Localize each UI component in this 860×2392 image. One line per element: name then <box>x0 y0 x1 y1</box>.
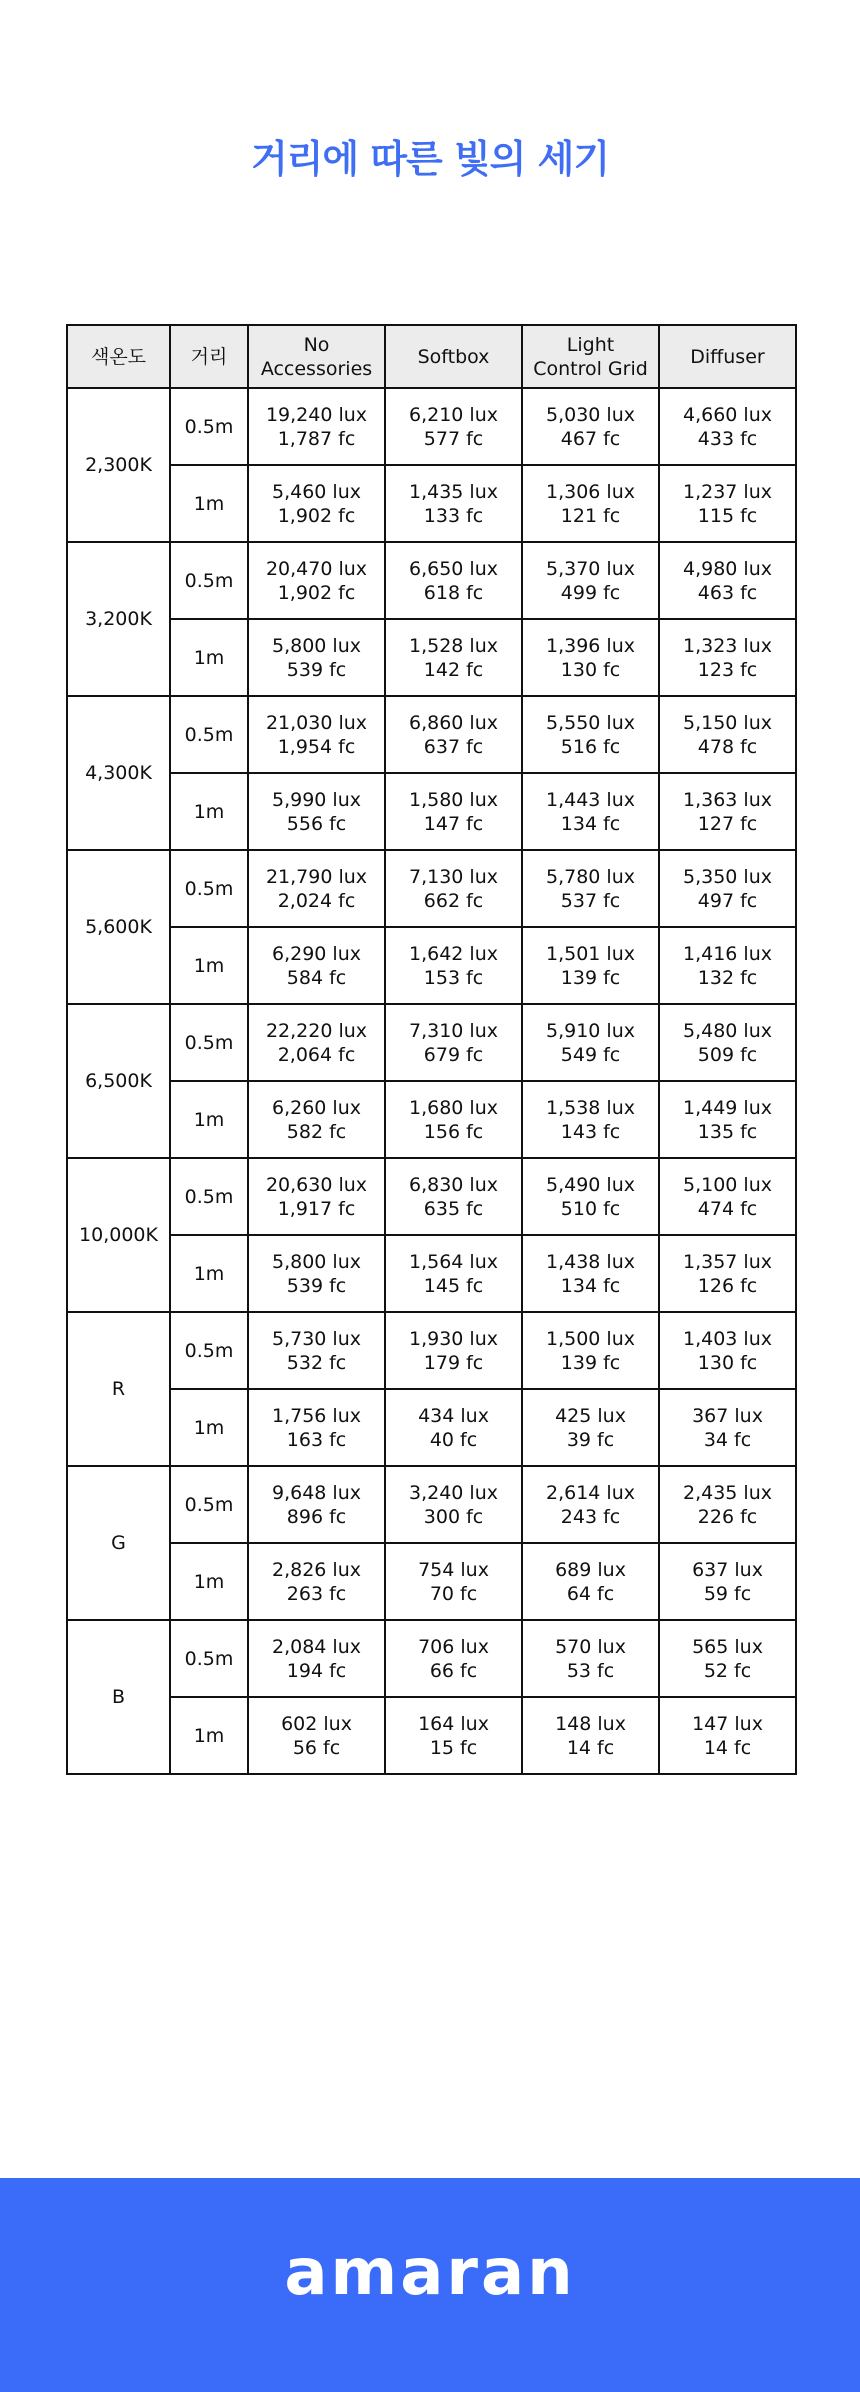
fc-value: 539 fc <box>286 1274 347 1297</box>
value-cell <box>522 1466 659 1543</box>
lux-value: 1,642 lux <box>409 942 498 965</box>
lux-value: 706 lux <box>418 1635 489 1658</box>
fc-value: 127 fc <box>697 812 758 835</box>
lux-value: 164 lux <box>418 1712 489 1735</box>
fc-value: 134 fc <box>560 1274 621 1297</box>
lux-value: 21,030 lux <box>265 711 368 734</box>
fc-value: 226 fc <box>697 1505 758 1528</box>
table-row <box>67 773 796 850</box>
value-cell <box>522 696 659 773</box>
lux-value: 2,826 lux <box>272 1558 361 1581</box>
value-cell <box>248 1312 385 1389</box>
lux-value: 425 lux <box>555 1404 626 1427</box>
value-cell <box>522 542 659 619</box>
value-cell <box>248 619 385 696</box>
distance-cell: 0.5m <box>170 1158 248 1235</box>
fc-value: 478 fc <box>697 735 758 758</box>
value-cell <box>385 1235 522 1312</box>
fc-value: 433 fc <box>697 427 758 450</box>
table-row <box>67 542 796 619</box>
value-cell <box>659 696 796 773</box>
fc-value: 300 fc <box>423 1505 484 1528</box>
fc-value: 1,787 fc <box>277 427 356 450</box>
lux-value: 1,443 lux <box>546 788 635 811</box>
lux-value: 5,490 lux <box>546 1173 635 1196</box>
value-cell <box>659 1543 796 1620</box>
fc-value: 14 fc <box>566 1736 615 1759</box>
value-cell <box>248 696 385 773</box>
value-cell <box>659 773 796 850</box>
fc-value: 134 fc <box>560 812 621 835</box>
value-cell <box>385 1389 522 1466</box>
value-cell <box>522 388 659 465</box>
value-cell <box>248 850 385 927</box>
lux-value: 7,130 lux <box>409 865 498 888</box>
fc-value: 179 fc <box>423 1351 484 1374</box>
lux-value: 637 lux <box>692 1558 763 1581</box>
fc-value: 147 fc <box>423 812 484 835</box>
table-header-row <box>67 325 796 388</box>
fc-value: 2,024 fc <box>277 889 356 912</box>
lux-value: 5,910 lux <box>546 1019 635 1042</box>
header-softbox: Softbox <box>385 325 522 388</box>
fc-value: 582 fc <box>286 1120 347 1143</box>
fc-value: 123 fc <box>697 658 758 681</box>
lux-value: 602 lux <box>281 1712 352 1735</box>
value-cell <box>385 1466 522 1543</box>
value-cell <box>522 1543 659 1620</box>
table-row <box>67 1697 796 1774</box>
value-cell <box>659 619 796 696</box>
fc-value: 126 fc <box>697 1274 758 1297</box>
fc-value: 263 fc <box>286 1582 347 1605</box>
lux-value: 1,564 lux <box>409 1250 498 1273</box>
lux-value: 1,416 lux <box>683 942 772 965</box>
color-temp-cell: 4,300K <box>67 696 170 850</box>
lux-value: 4,980 lux <box>683 557 772 580</box>
fc-value: 39 fc <box>566 1428 615 1451</box>
value-cell <box>659 465 796 542</box>
lux-value: 434 lux <box>418 1404 489 1427</box>
table-row <box>67 1389 796 1466</box>
lux-value: 5,990 lux <box>272 788 361 811</box>
lux-value: 565 lux <box>692 1635 763 1658</box>
fc-value: 194 fc <box>286 1659 347 1682</box>
lux-value: 2,614 lux <box>546 1481 635 1504</box>
color-temp-cell: R <box>67 1312 170 1466</box>
value-cell <box>385 1312 522 1389</box>
lux-value: 6,650 lux <box>409 557 498 580</box>
lux-value: 20,630 lux <box>265 1173 368 1196</box>
distance-cell: 1m <box>170 1389 248 1466</box>
fc-value: 40 fc <box>429 1428 478 1451</box>
lux-value: 5,480 lux <box>683 1019 772 1042</box>
lux-value: 7,310 lux <box>409 1019 498 1042</box>
value-cell <box>659 1235 796 1312</box>
lux-value: 1,500 lux <box>546 1327 635 1350</box>
fc-value: 549 fc <box>560 1043 621 1066</box>
distance-cell: 0.5m <box>170 850 248 927</box>
color-temp-cell: 10,000K <box>67 1158 170 1312</box>
fc-value: 510 fc <box>560 1197 621 1220</box>
fc-value: 1,902 fc <box>277 581 356 604</box>
header-color-temp: 색온도 <box>67 325 170 388</box>
lux-value: 367 lux <box>692 1404 763 1427</box>
fc-value: 516 fc <box>560 735 621 758</box>
distance-cell: 0.5m <box>170 1312 248 1389</box>
header-diffuser: Diffuser <box>659 325 796 388</box>
color-temp-cell: 2,300K <box>67 388 170 542</box>
value-cell <box>248 1620 385 1697</box>
fc-value: 14 fc <box>703 1736 752 1759</box>
fc-value: 70 fc <box>429 1582 478 1605</box>
value-cell <box>659 1081 796 1158</box>
value-cell <box>248 1004 385 1081</box>
fc-value: 145 fc <box>423 1274 484 1297</box>
fc-value: 243 fc <box>560 1505 621 1528</box>
fc-value: 59 fc <box>703 1582 752 1605</box>
fc-value: 1,917 fc <box>277 1197 356 1220</box>
value-cell <box>248 1466 385 1543</box>
lux-value: 9,648 lux <box>272 1481 361 1504</box>
lux-value: 1,538 lux <box>546 1096 635 1119</box>
value-cell <box>248 465 385 542</box>
lux-value: 4,660 lux <box>683 403 772 426</box>
fc-value: 115 fc <box>697 504 758 527</box>
distance-cell: 0.5m <box>170 542 248 619</box>
fc-value: 130 fc <box>697 1351 758 1374</box>
table-row <box>67 619 796 696</box>
value-cell <box>248 542 385 619</box>
value-cell <box>385 850 522 927</box>
fc-value: 584 fc <box>286 966 347 989</box>
lux-value: 5,550 lux <box>546 711 635 734</box>
lux-value: 1,435 lux <box>409 480 498 503</box>
color-temp-cell: 5,600K <box>67 850 170 1004</box>
fc-value: 130 fc <box>560 658 621 681</box>
distance-cell: 1m <box>170 927 248 1004</box>
value-cell <box>659 927 796 1004</box>
lux-value: 5,030 lux <box>546 403 635 426</box>
lux-value: 1,357 lux <box>683 1250 772 1273</box>
fc-value: 463 fc <box>697 581 758 604</box>
fc-value: 577 fc <box>423 427 484 450</box>
value-cell <box>659 1158 796 1235</box>
table-row <box>67 927 796 1004</box>
fc-value: 556 fc <box>286 812 347 835</box>
lux-value: 6,830 lux <box>409 1173 498 1196</box>
fc-value: 139 fc <box>560 966 621 989</box>
value-cell <box>385 1697 522 1774</box>
fc-value: 618 fc <box>423 581 484 604</box>
fc-value: 52 fc <box>703 1659 752 1682</box>
lux-value: 689 lux <box>555 1558 626 1581</box>
table-row <box>67 1543 796 1620</box>
color-temp-cell: G <box>67 1466 170 1620</box>
fc-value: 133 fc <box>423 504 484 527</box>
lux-value: 1,363 lux <box>683 788 772 811</box>
value-cell <box>659 850 796 927</box>
fc-value: 135 fc <box>697 1120 758 1143</box>
fc-value: 64 fc <box>566 1582 615 1605</box>
table-row <box>67 1312 796 1389</box>
value-cell <box>522 927 659 1004</box>
table-row <box>67 465 796 542</box>
fc-value: 15 fc <box>429 1736 478 1759</box>
lux-value: 6,860 lux <box>409 711 498 734</box>
lux-value: 5,460 lux <box>272 480 361 503</box>
fc-value: 637 fc <box>423 735 484 758</box>
fc-value: 539 fc <box>286 658 347 681</box>
value-cell <box>248 1697 385 1774</box>
lux-value: 19,240 lux <box>265 403 368 426</box>
lux-value: 1,501 lux <box>546 942 635 965</box>
fc-value: 34 fc <box>703 1428 752 1451</box>
value-cell <box>522 1312 659 1389</box>
value-cell <box>385 1081 522 1158</box>
fc-value: 2,064 fc <box>277 1043 356 1066</box>
lux-value: 1,680 lux <box>409 1096 498 1119</box>
value-cell <box>385 388 522 465</box>
value-cell <box>522 619 659 696</box>
lux-value: 1,237 lux <box>683 480 772 503</box>
distance-cell: 1m <box>170 1697 248 1774</box>
value-cell <box>248 927 385 1004</box>
fc-value: 121 fc <box>560 504 621 527</box>
value-cell <box>248 1235 385 1312</box>
lux-value: 1,449 lux <box>683 1096 772 1119</box>
distance-cell: 0.5m <box>170 696 248 773</box>
value-cell <box>522 773 659 850</box>
table-row <box>67 1081 796 1158</box>
table-row <box>67 850 796 927</box>
distance-cell: 1m <box>170 1081 248 1158</box>
value-cell <box>385 619 522 696</box>
lux-value: 5,800 lux <box>272 1250 361 1273</box>
page-title: 거리에 따른 빛의 세기 <box>250 137 610 181</box>
distance-cell: 0.5m <box>170 1466 248 1543</box>
fc-value: 509 fc <box>697 1043 758 1066</box>
lux-value: 6,290 lux <box>272 942 361 965</box>
value-cell <box>522 1697 659 1774</box>
lux-value: 1,930 lux <box>409 1327 498 1350</box>
lux-value: 1,403 lux <box>683 1327 772 1350</box>
value-cell <box>659 1466 796 1543</box>
fc-value: 56 fc <box>292 1736 341 1759</box>
value-cell <box>522 1235 659 1312</box>
lux-value: 6,210 lux <box>409 403 498 426</box>
lux-value: 1,756 lux <box>272 1404 361 1427</box>
value-cell <box>248 1158 385 1235</box>
value-cell <box>248 773 385 850</box>
fc-value: 53 fc <box>566 1659 615 1682</box>
value-cell <box>385 465 522 542</box>
value-cell <box>385 1543 522 1620</box>
fc-value: 679 fc <box>423 1043 484 1066</box>
fc-value: 499 fc <box>560 581 621 604</box>
lux-value: 3,240 lux <box>409 1481 498 1504</box>
fc-value: 896 fc <box>286 1505 347 1528</box>
header-distance: 거리 <box>170 325 248 388</box>
value-cell <box>385 1620 522 1697</box>
lux-value: 1,528 lux <box>409 634 498 657</box>
fc-value: 66 fc <box>429 1659 478 1682</box>
fc-value: 537 fc <box>560 889 621 912</box>
distance-cell: 0.5m <box>170 1004 248 1081</box>
value-cell <box>385 1004 522 1081</box>
lux-value: 148 lux <box>555 1712 626 1735</box>
lux-value: 5,350 lux <box>683 865 772 888</box>
lux-value: 5,150 lux <box>683 711 772 734</box>
fc-value: 163 fc <box>286 1428 347 1451</box>
illuminance-table <box>66 324 797 1775</box>
distance-cell: 1m <box>170 1543 248 1620</box>
fc-value: 635 fc <box>423 1197 484 1220</box>
value-cell <box>248 1543 385 1620</box>
lux-value: 1,396 lux <box>546 634 635 657</box>
value-cell <box>659 1004 796 1081</box>
table-row <box>67 1620 796 1697</box>
lux-value: 5,100 lux <box>683 1173 772 1196</box>
lux-value: 2,435 lux <box>683 1481 772 1504</box>
fc-value: 662 fc <box>423 889 484 912</box>
value-cell <box>522 465 659 542</box>
value-cell <box>659 1697 796 1774</box>
distance-cell: 1m <box>170 773 248 850</box>
table-row <box>67 1158 796 1235</box>
distance-cell: 1m <box>170 465 248 542</box>
value-cell <box>659 388 796 465</box>
lux-value: 20,470 lux <box>265 557 368 580</box>
lux-value: 21,790 lux <box>265 865 368 888</box>
value-cell <box>659 1620 796 1697</box>
lux-value: 5,370 lux <box>546 557 635 580</box>
value-cell <box>385 542 522 619</box>
lux-value: 1,438 lux <box>546 1250 635 1273</box>
header-no-accessories: No Accessories <box>248 325 385 388</box>
fc-value: 1,954 fc <box>277 735 356 758</box>
value-cell <box>522 1081 659 1158</box>
distance-cell: 0.5m <box>170 1620 248 1697</box>
distance-cell: 1m <box>170 1235 248 1312</box>
value-cell <box>659 1312 796 1389</box>
fc-value: 156 fc <box>423 1120 484 1143</box>
value-cell <box>248 388 385 465</box>
fc-value: 132 fc <box>697 966 758 989</box>
value-cell <box>522 1620 659 1697</box>
value-cell <box>659 542 796 619</box>
table-row <box>67 696 796 773</box>
fc-value: 467 fc <box>560 427 621 450</box>
value-cell <box>522 1158 659 1235</box>
lux-value: 5,800 lux <box>272 634 361 657</box>
color-temp-cell: 3,200K <box>67 542 170 696</box>
value-cell <box>248 1389 385 1466</box>
lux-value: 1,580 lux <box>409 788 498 811</box>
table-row <box>67 1235 796 1312</box>
lux-value: 570 lux <box>555 1635 626 1658</box>
color-temp-cell: B <box>67 1620 170 1774</box>
table-row <box>67 388 796 465</box>
fc-value: 532 fc <box>286 1351 347 1374</box>
value-cell <box>385 773 522 850</box>
value-cell <box>248 1081 385 1158</box>
fc-value: 153 fc <box>423 966 484 989</box>
color-temp-cell: 6,500K <box>67 1004 170 1158</box>
fc-value: 497 fc <box>697 889 758 912</box>
lux-value: 22,220 lux <box>265 1019 368 1042</box>
lux-value: 147 lux <box>692 1712 763 1735</box>
value-cell <box>522 1389 659 1466</box>
lux-value: 754 lux <box>418 1558 489 1581</box>
fc-value: 1,902 fc <box>277 504 356 527</box>
brand-logo: amaran <box>284 2236 576 2310</box>
distance-cell: 1m <box>170 619 248 696</box>
fc-value: 143 fc <box>560 1120 621 1143</box>
lux-value: 1,323 lux <box>683 634 772 657</box>
table-row <box>67 1004 796 1081</box>
lux-value: 5,730 lux <box>272 1327 361 1350</box>
value-cell <box>659 1389 796 1466</box>
footer-banner <box>0 2178 860 2392</box>
value-cell <box>385 696 522 773</box>
value-cell <box>522 1004 659 1081</box>
fc-value: 474 fc <box>697 1197 758 1220</box>
fc-value: 142 fc <box>423 658 484 681</box>
lux-value: 2,084 lux <box>272 1635 361 1658</box>
table-row <box>67 1466 796 1543</box>
table-body <box>67 388 796 1774</box>
header-light-control-grid: Light Control Grid <box>522 325 659 388</box>
lux-value: 5,780 lux <box>546 865 635 888</box>
distance-cell: 0.5m <box>170 388 248 465</box>
value-cell <box>385 1158 522 1235</box>
fc-value: 139 fc <box>560 1351 621 1374</box>
lux-value: 1,306 lux <box>546 480 635 503</box>
lux-value: 6,260 lux <box>272 1096 361 1119</box>
value-cell <box>522 850 659 927</box>
value-cell <box>385 927 522 1004</box>
